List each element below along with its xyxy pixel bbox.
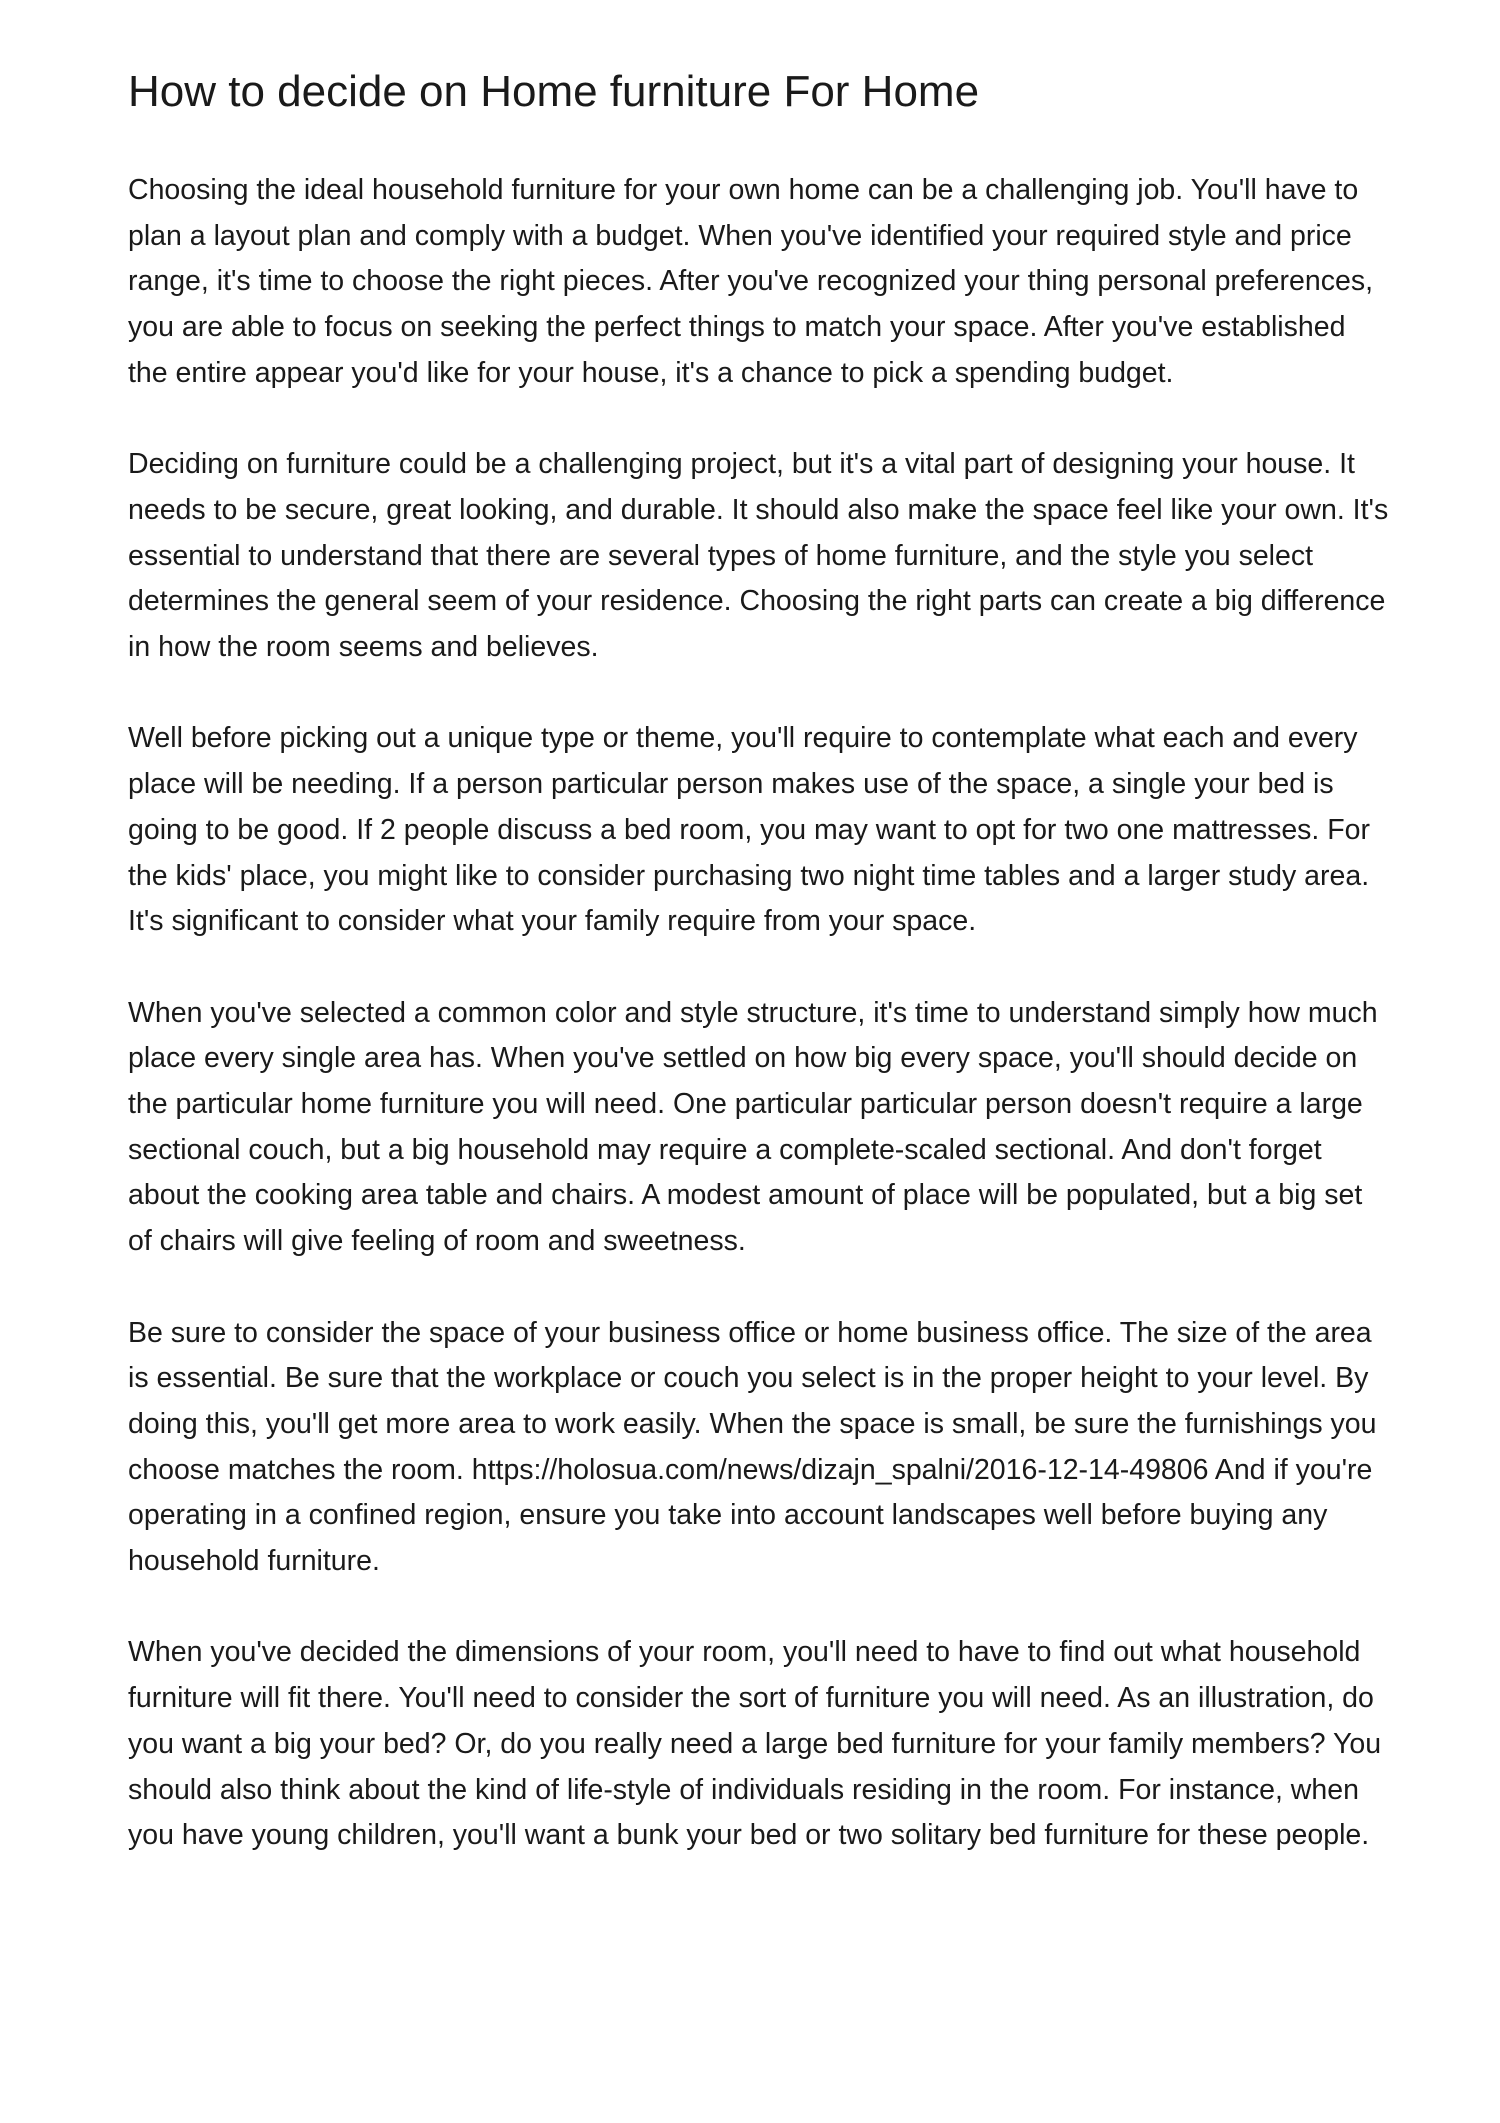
paragraph-3: Well before picking out a unique type or theme, you'll require to contemplate what each and every place will be needing. If a person particular person makes use of the space, a single your bed is going to be good. If 2 people discuss a bed room, you may want to opt for two one mattresses. For the kids' place, you might like to consider purchasing two night time tables and a larger study area. It's significant to consider what your family require from your space. — [128, 722, 1371, 938]
document-title: How to decide on Home furniture For Home — [128, 67, 980, 116]
paragraph-4: When you've selected a common color and style structure, it's time to understand simply how much place every single area has. When you've settled on how big every space, you'll should decide on the particular home furniture you will need. One particular particular person doesn't require a large sectional couch, but a big household may require a complete-scaled sectional. And don't forget about the cooking area table and chairs. A modest amount of place will be populated, but a big set of chairs will give feeling of room and sweetness. — [128, 996, 1378, 1258]
paragraph-2: Deciding on furniture could be a challenging project, but it's a vital part of designing your house. It needs to be secure, great looking, and durable. It should also make the space feel like your own. It's essential to understand that there are several types of home furniture, and the style you select determines the general seem of your residence. Choosing the right parts can create a big difference in how the room seems and believes. — [128, 448, 1389, 664]
paragraph-6: When you've decided the dimensions of your room, you'll need to have to find out what household furniture will fit there. You'll need to consider the sort of furniture you will need. As an illustration, do you want a big your bed? Or, do you really need a large bed furniture for your family members? You should also think about the kind of life-style of individuals residing in the room. For instance, when you have young children, you'll want a bunk your bed or two solitary bed furniture for these people. — [128, 1636, 1382, 1852]
document-body — [128, 62, 1390, 1905]
paragraph-5: Be sure to consider the space of your business office or home business office. The size of the area is essential. Be sure that the workplace or couch you select is in the proper height to your level. By doing this, you'll get more area to work easily. When the space is small, be sure the furnishings you choose matches the room. https://holosua.com/news/dizajn_spalni/2016-12-14-49806 And if you're operating in a confined region, ensure you take into account landscapes well before buying any household furniture. — [128, 1316, 1377, 1578]
paragraph-1: Choosing the ideal household furniture for your own home can be a challenging job. You'll have to plan a layout plan and comply with a budget. When you've identified your required style and price range, it's time to choose the right pieces. After you've recognized your thing personal preferences, you are able to focus on seeking the perfect things to match your space. After you've established the entire appear you'd like for your house, it's a chance to pick a spending budget. — [128, 174, 1373, 389]
